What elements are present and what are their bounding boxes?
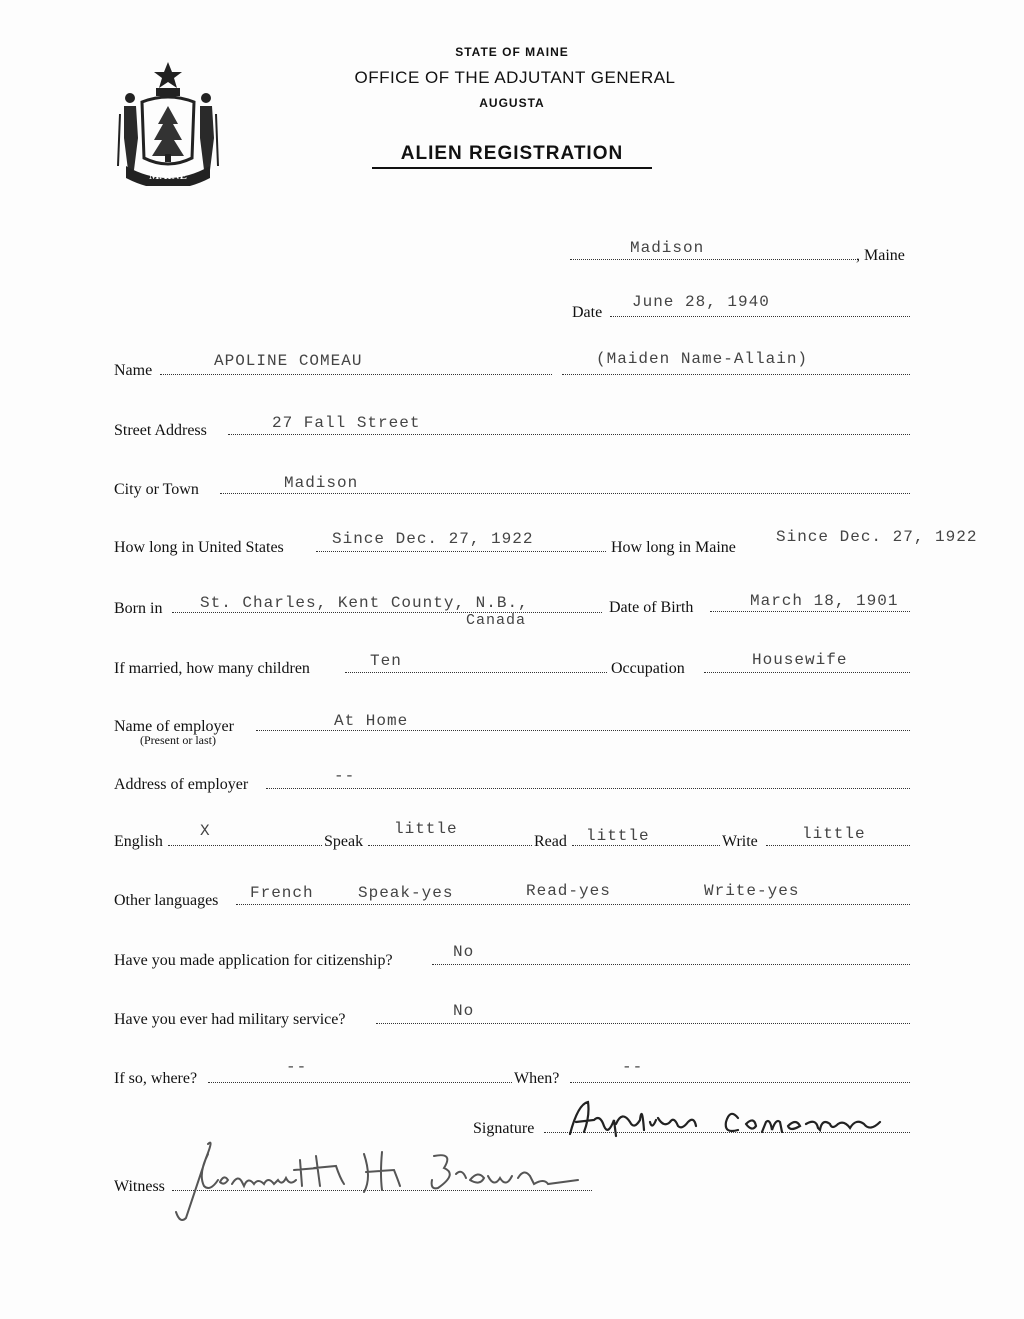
military-line — [376, 1023, 910, 1024]
maiden-name: (Maiden Name-Allain) — [596, 350, 809, 368]
place-line — [570, 259, 856, 260]
employer-label: Name of employer — [114, 718, 234, 735]
born-value-country: Canada — [466, 612, 527, 629]
english-write-line — [766, 845, 910, 846]
us-label: How long in United States — [114, 539, 284, 556]
born-value: St. Charles, Kent County, N.B., — [200, 594, 529, 612]
english-write-value: little — [802, 825, 866, 843]
other-languages-label: Other languages — [114, 892, 219, 909]
employer-address-line — [266, 788, 910, 789]
name-label: Name — [114, 362, 153, 379]
dob-label: Date of Birth — [609, 599, 694, 616]
seal-lettering: MAINE — [149, 170, 187, 182]
military-label: Have you ever had military service? — [114, 1011, 346, 1028]
city-label: City or Town — [114, 481, 199, 498]
other-read-value: Read-yes — [526, 882, 611, 900]
header-office: OFFICE OF THE ADJUTANT GENERAL — [354, 68, 676, 87]
dob-line — [710, 611, 910, 612]
title-underline — [372, 167, 652, 169]
when-label: When? — [514, 1070, 560, 1087]
date-label: Date — [572, 304, 603, 321]
witness-signature — [168, 1134, 608, 1226]
where-value: -- — [286, 1058, 308, 1076]
maine-state-seal — [112, 58, 224, 186]
occupation-label: Occupation — [611, 660, 685, 677]
english-write-label: Write — [722, 833, 758, 850]
english-read-value: little — [586, 827, 650, 845]
employer-address-label: Address of employer — [114, 776, 249, 793]
name-value: APOLINE COMEAU — [214, 352, 363, 370]
english-value: X — [200, 822, 211, 840]
where-label: If so, where? — [114, 1070, 198, 1087]
street-line — [228, 434, 910, 435]
military-value: No — [453, 1002, 475, 1020]
date-value: June 28, 1940 — [632, 293, 770, 311]
when-line — [570, 1082, 910, 1083]
header-state: STATE OF MAINE — [455, 45, 569, 59]
maine-label: How long in Maine — [611, 539, 736, 556]
born-label: Born in — [114, 600, 163, 617]
city-value: Madison — [284, 474, 359, 492]
name-line-2 — [562, 374, 910, 375]
english-read-line — [572, 845, 720, 846]
date-line — [610, 316, 910, 317]
employer-line — [256, 730, 910, 731]
english-line — [168, 845, 322, 846]
born-line — [172, 612, 602, 613]
other-write-value: Write-yes — [704, 882, 800, 900]
maine-value: Since Dec. 27, 1922 — [776, 528, 978, 546]
dob-value: March 18, 1901 — [750, 592, 899, 610]
english-read-label: Read — [534, 833, 567, 850]
other-languages-line — [236, 904, 910, 905]
us-value: Since Dec. 27, 1922 — [332, 530, 534, 548]
place-suffix: , Maine — [856, 247, 905, 264]
citizenship-value: No — [453, 943, 475, 961]
occupation-line — [704, 672, 910, 673]
english-speak-line — [368, 845, 532, 846]
when-value: -- — [622, 1058, 644, 1076]
place-value: Madison — [630, 239, 705, 257]
employer-address-value: -- — [334, 767, 356, 785]
citizenship-line — [432, 964, 910, 965]
children-label: If married, how many children — [114, 660, 310, 677]
english-speak-value: little — [394, 820, 458, 838]
other-language-value: French — [250, 884, 314, 902]
employer-sublabel: (Present or last) — [140, 733, 216, 747]
english-label: English — [114, 833, 163, 850]
occupation-value: Housewife — [752, 651, 848, 669]
witness-label: Witness — [114, 1178, 165, 1195]
children-value: Ten — [370, 652, 402, 670]
street-value: 27 Fall Street — [272, 414, 421, 432]
employer-value: At Home — [334, 712, 409, 730]
name-line — [160, 374, 552, 375]
other-speak-value: Speak-yes — [358, 884, 454, 902]
street-label: Street Address — [114, 422, 207, 439]
signature-label: Signature — [473, 1120, 535, 1137]
city-line — [220, 493, 910, 494]
applicant-signature — [560, 1096, 910, 1146]
citizenship-label: Have you made application for citizenship? — [114, 952, 393, 969]
form-title: ALIEN REGISTRATION — [400, 143, 624, 164]
children-line — [345, 672, 607, 673]
english-speak-label: Speak — [324, 833, 364, 850]
us-line — [316, 551, 606, 552]
header-city: AUGUSTA — [479, 96, 545, 110]
where-line — [208, 1082, 512, 1083]
